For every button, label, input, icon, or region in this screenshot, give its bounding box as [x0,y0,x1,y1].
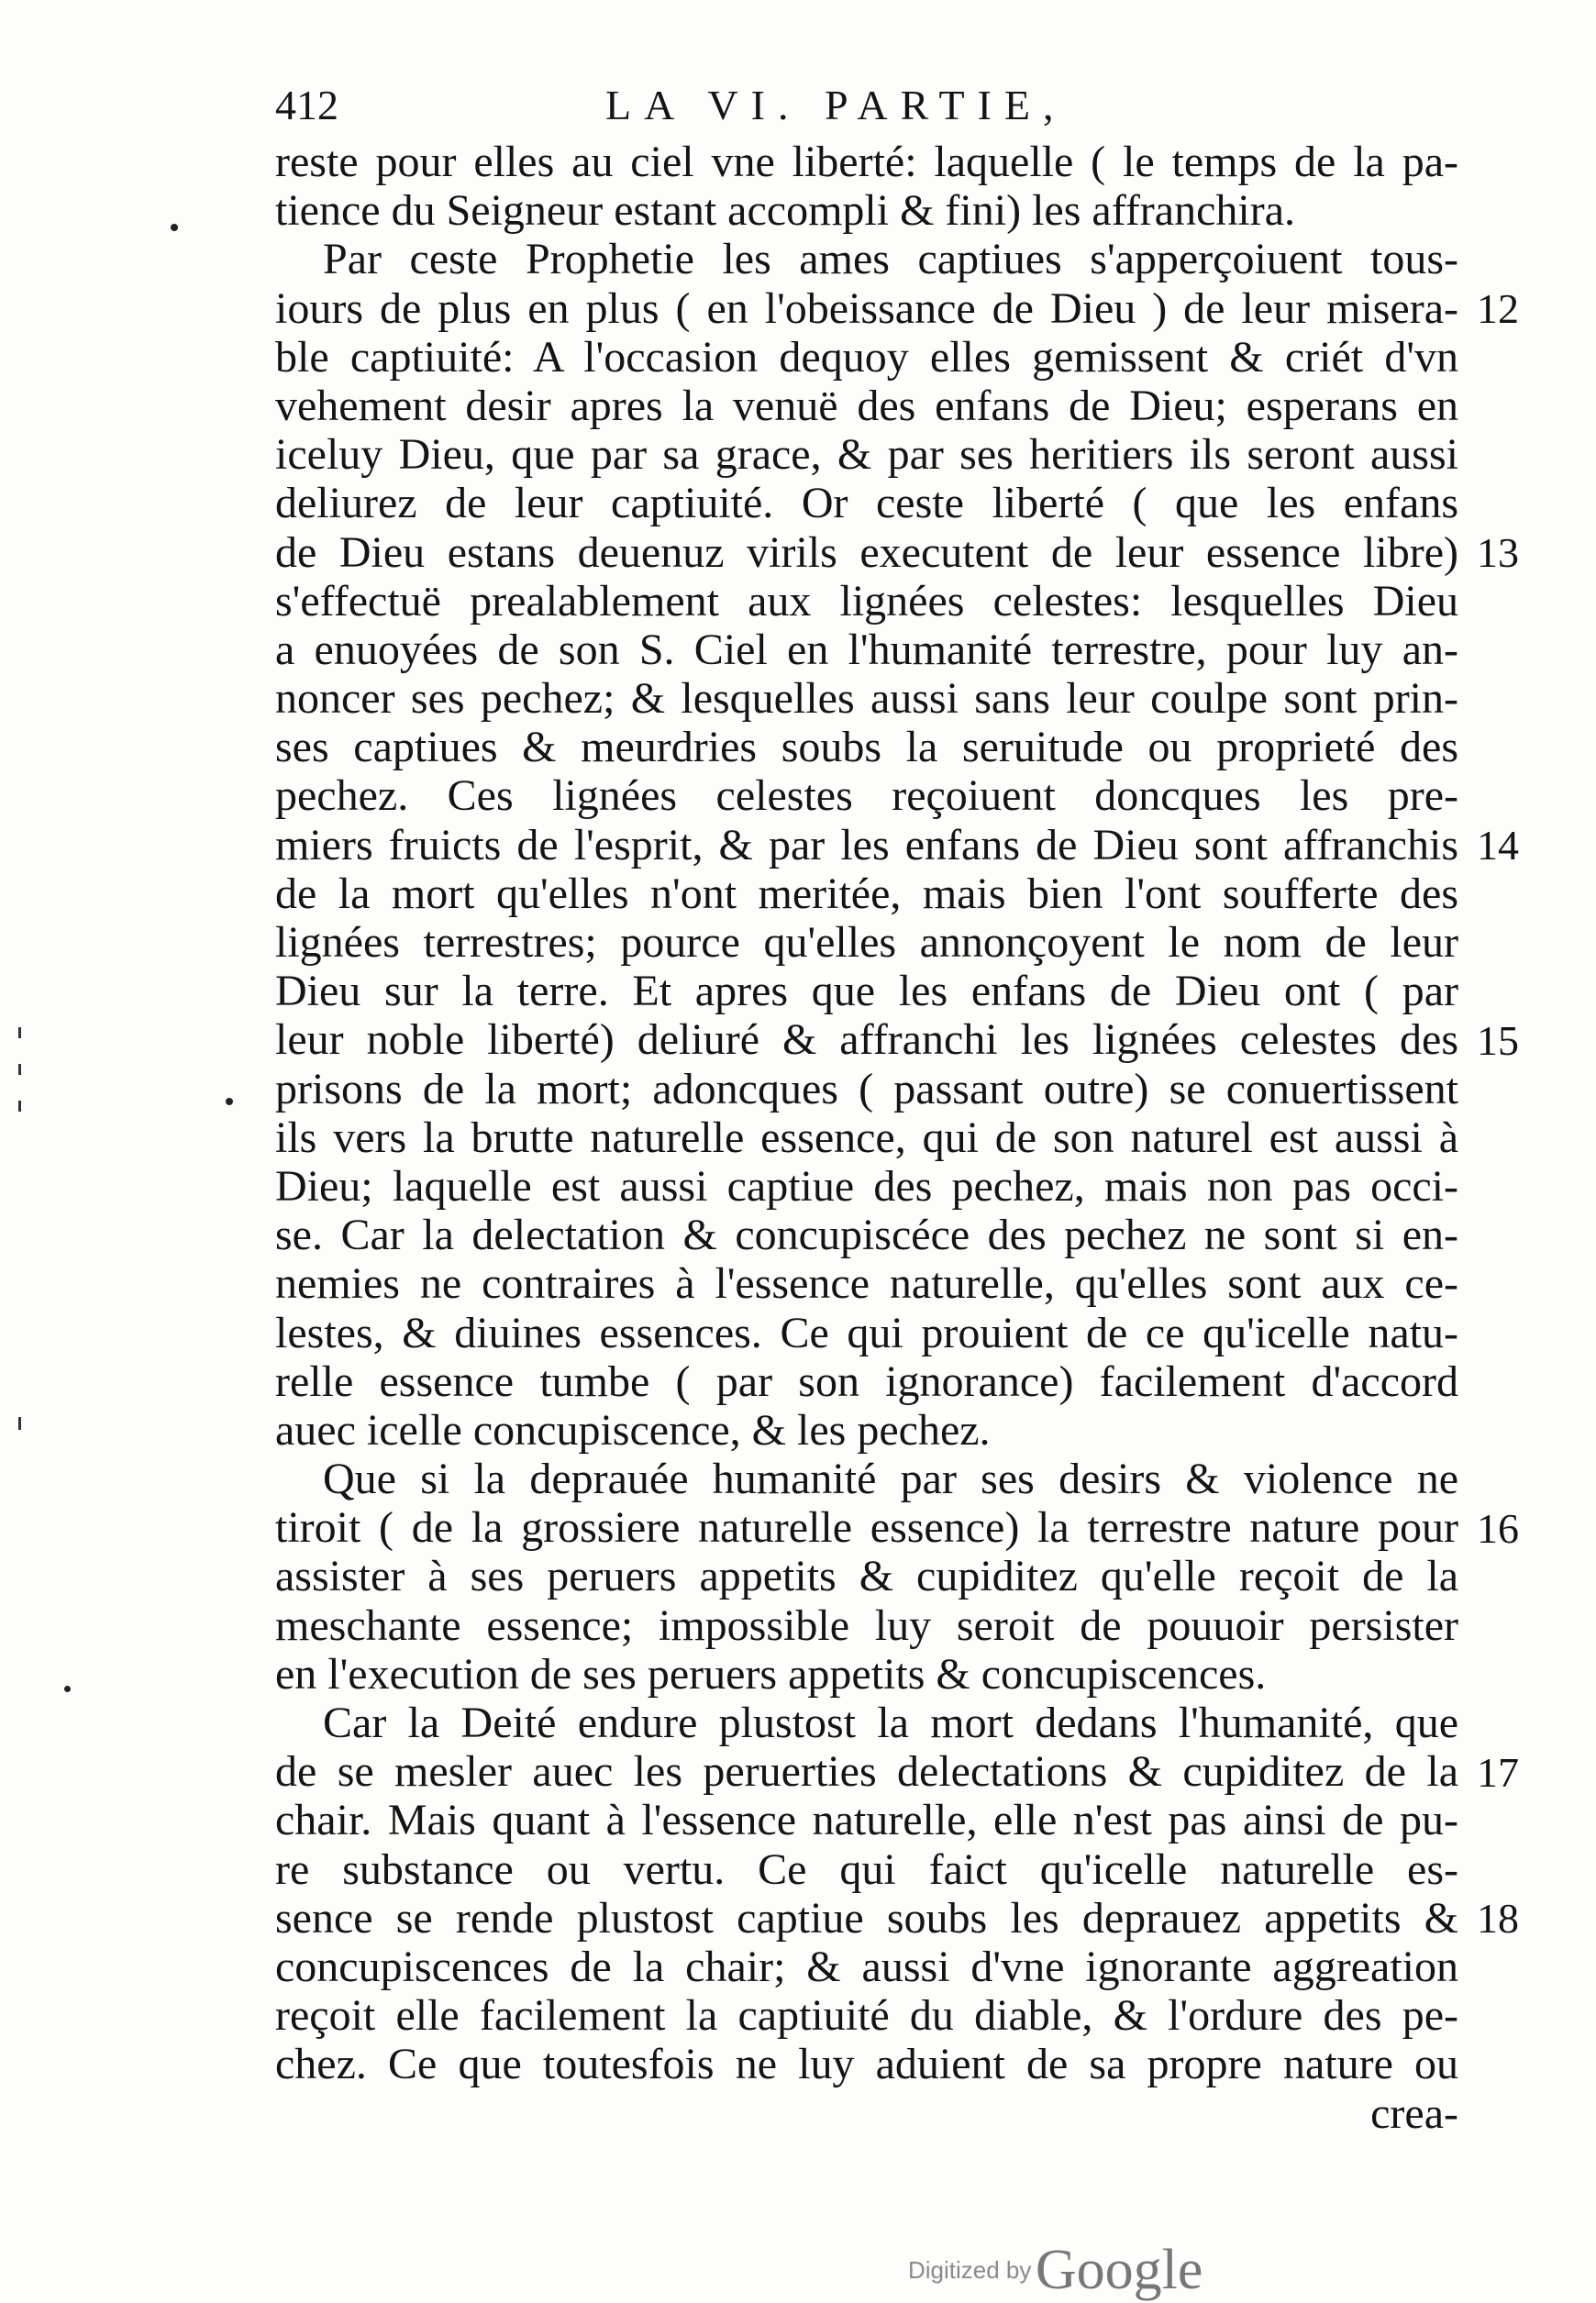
text-line: s'effectuë prealablement aux lignées celestes: lesquelles Dieu [275,576,1458,626]
margin-tick [18,1027,21,1038]
margin-dot [226,1098,233,1105]
text-line: lignées terrestres; pource qu'elles annonçoyent le nom de leur [275,918,1458,967]
page-body-text [275,138,1458,2138]
text-line: ses captiues & meurdries soubs la seruitude ou proprieté des [275,723,1458,772]
text-line: reçoit elle facilement la captiuité du diable, & l'ordure des pe- [275,1991,1458,2041]
verse-number: 17 [1477,1748,1519,1796]
text-line: assister à ses peruers appetits & cupiditez qu'elle reçoit de la [275,1552,1458,1601]
margin-dot [64,1686,71,1692]
text-line: Car la Deité endure plustost la mort dedans l'humanité, que [323,1699,1458,1747]
text-line: tience du Seigneur estant accompli & fini) les affranchira. [275,186,1296,236]
text-line: Dieu; laquelle est aussi captiue des pechez, mais non pas occi- [275,1161,1458,1211]
text-line: de la mort qu'elles n'ont meritée, mais bien l'ont soufferte des [275,869,1458,918]
margin-tick [18,1101,21,1112]
margin-tick [18,1064,21,1075]
text-line: Que si la deprauée humanité par ses desirs & violence ne [323,1455,1458,1504]
text-line: chez. Ce que toutesfois ne luy aduient de sa propre nature ou [275,2040,1458,2089]
text-line: deliurez de leur captiuité. Or ceste liberté ( que les enfans [275,479,1458,528]
digitized-by-label: Digitized by [908,2256,1032,2284]
digitized-by-watermark [908,2238,1203,2303]
text-line: re substance ou vertu. Ce qui faict qu'icelle naturelle es- [275,1844,1458,1894]
running-header [275,81,1458,145]
text-line: ble captiuité: A l'occasion dequoy elles gemissent & criét d'vn [275,332,1458,382]
verse-number: 14 [1477,821,1519,869]
text-line: de Dieu estans deuenuz virils executent de leur essence libre) [275,527,1458,577]
text-line: de se mesler auec les peruerties delectations & cupiditez de la [275,1747,1458,1797]
verse-number: 12 [1477,284,1519,332]
text-line: tiroit ( de la grossiere naturelle essence) la terrestre nature pour [275,1503,1458,1553]
catchword: crea- [1370,2088,1458,2138]
text-line: leur noble liberté) deliuré & affranchi les lignées celestes des [275,1015,1458,1065]
text-line: chair. Mais quant à l'essence naturelle, elle n'est pas ainsi de pu- [275,1796,1458,1845]
text-line: iours de plus en plus ( en l'obeissance de Dieu ) de leur misera- [275,283,1458,333]
text-line: lestes, & diuines essences. Ce qui prouient de ce qu'icelle natu- [275,1308,1458,1357]
text-line: Par ceste Prophetie les ames captiues s'apperçoiuent tous- [323,235,1458,284]
text-line: sence se rende plustost captiue soubs les deprauez appetits & [275,1893,1458,1943]
text-line: iceluy Dieu, que par sa grace, & par ses heritiers ils seront aussi [275,430,1458,480]
text-line: noncer ses pechez; & lesquelles aussi sans leur coulpe sont prin- [275,674,1458,724]
text-line: a enuoyées de son S. Ciel en l'humanité terrestre, pour luy an- [275,625,1458,674]
text-line: vehement desir apres la venuë des enfans de Dieu; esperans en [275,381,1458,430]
verse-number: 13 [1477,528,1519,576]
text-line: ils vers la brutte naturelle essence, qui de son naturel est aussi à [275,1113,1458,1162]
verse-number: 18 [1477,1895,1519,1943]
text-line: miers fruicts de l'esprit, & par les enfans de Dieu sont affranchis [275,820,1458,869]
text-line: Dieu sur la terre. Et apres que les enfans de Dieu ont ( par [275,967,1458,1016]
text-line: pechez. Ces lignées celestes reçoiuent doncques les pre- [275,771,1458,821]
text-line: meschante essence; impossible luy seroit de pouuoir persister [275,1600,1458,1650]
text-line: prisons de la mort; adoncques ( passant outre) se conuertissent [275,1064,1458,1113]
text-line: concupiscences de la chair; & aussi d'vne ignorante aggreation [275,1942,1458,1991]
running-title: LA VI. PARTIE, [605,82,1067,128]
text-line: reste pour elles au ciel vne liberté: laquelle ( le temps de la pa- [275,138,1458,186]
text-line: relle essence tumbe ( par son ignorance) facilement d'accord [275,1356,1458,1406]
text-line: se. Car la delectation & concupiscéce des pechez ne sont si en- [275,1211,1458,1260]
text-line: en l'execution de ses peruers appetits & concupiscences. [275,1649,1267,1699]
text-line: nemies ne contraires à l'essence naturelle, qu'elles sont aux ce- [275,1259,1458,1309]
text-line: auec icelle concupiscence, & les pechez. [275,1405,991,1455]
margin-dot [171,224,178,231]
verse-number: 16 [1477,1504,1519,1552]
page-number: 412 [275,82,338,128]
margin-tick [18,1417,21,1430]
verse-number: 15 [1477,1016,1519,1064]
google-logo: Google [1035,2239,1203,2301]
